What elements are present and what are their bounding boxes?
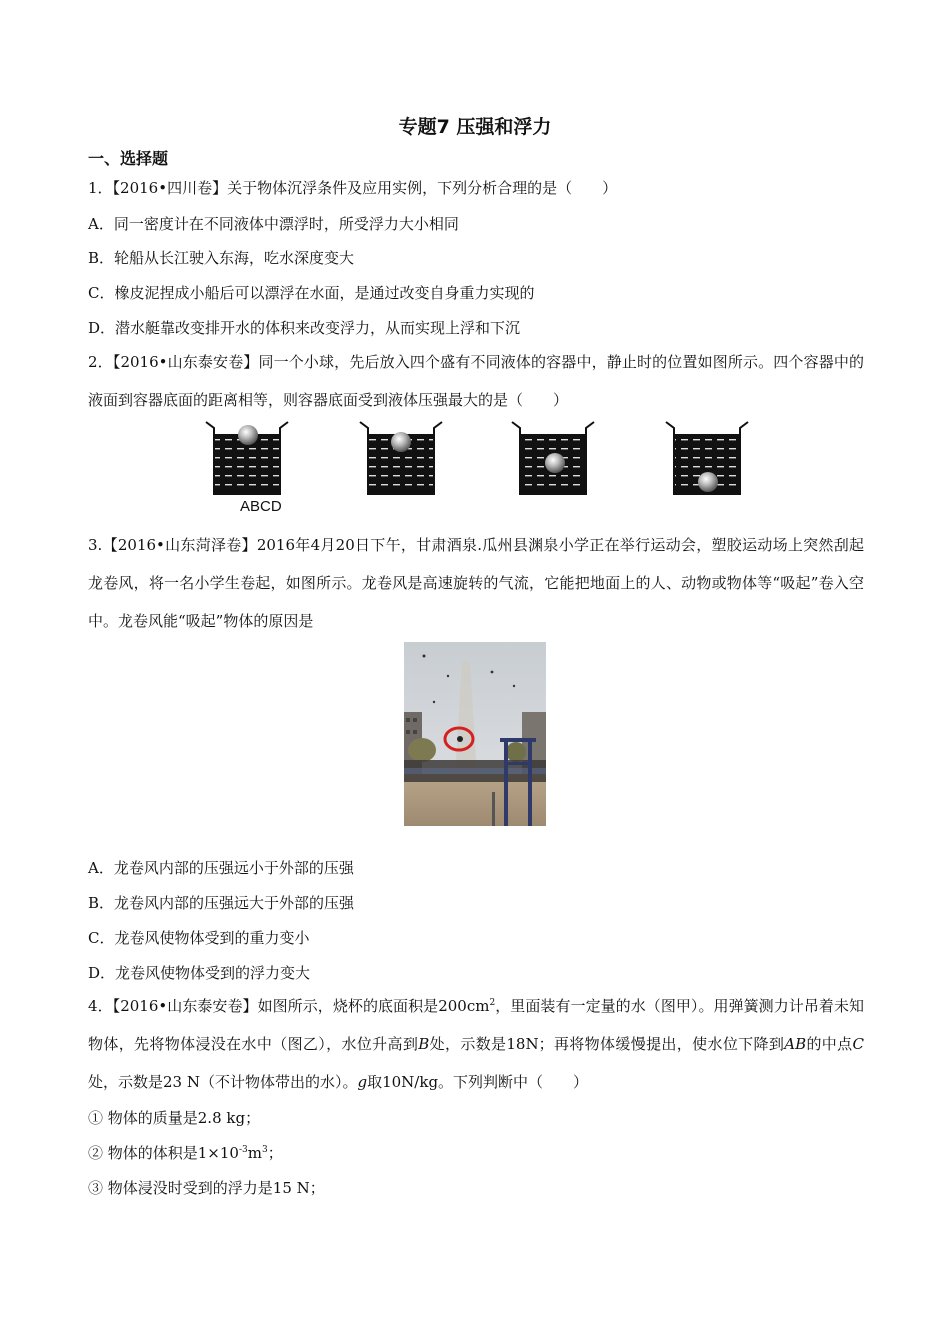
beaker-figure-label: ABCD <box>240 498 282 515</box>
q4-text: 4．【2016•山东泰安卷】如图所示，烧杯的底面积是200cm <box>88 997 490 1015</box>
q1-option-a: A．同一密度计在不同液体中漂浮时，所受浮力大小相同 <box>88 215 459 233</box>
q4-text: ② 物体的体积是1×10 <box>88 1144 239 1162</box>
beaker-d <box>666 422 748 494</box>
q3-option-d: D．龙卷风使物体受到的浮力变大 <box>88 964 311 982</box>
q4-variable: C <box>852 1035 864 1053</box>
tornado-photo <box>404 642 546 826</box>
beakers-svg <box>200 418 760 498</box>
q3-option-c: C．龙卷风使物体受到的重力变小 <box>88 929 310 947</box>
q4-statement-2 <box>88 1143 283 1163</box>
ball <box>545 453 565 473</box>
q4-variable: B <box>418 1035 430 1053</box>
q4-superscript: 2 <box>489 998 496 1008</box>
page-title: 专题7 压强和浮力 <box>398 116 552 138</box>
q4-text: 取10N/kg。下列判断中（ ） <box>367 1073 589 1091</box>
q3-stem: 3.【2016•山东菏泽卷】2016年4月20日下午，甘肃酒泉.瓜州县渊泉小学正在举行运动会，塑胶运动场上突然刮起龙卷风，将一名小学生卷起，如图所示。龙卷风是高速旋转的气流，它能把地面上的人、动物或物体等“吸起”卷入空中。龙卷风能“吸起”物体的原因是 <box>88 536 864 630</box>
q4-stem <box>88 987 864 1101</box>
q2-stem: 2．【2016•山东泰安卷】同一个小球，先后放入四个盛有不同液体的容器中，静止时的位置如图所示。四个容器中的液面到容器底面的距离相等，则容器底面受到液体压强最大的是（ ） <box>88 353 864 409</box>
q4-text: 处，示数是23 N（不计物体带出的水）。 <box>88 1073 358 1091</box>
q1-option-d: D．潜水艇靠改变排开水的体积来改变浮力，从而实现上浮和下沉 <box>88 319 521 337</box>
q4-text: 的中点 <box>806 1035 853 1053</box>
q4-superscript: -3 <box>238 1145 248 1155</box>
q4-text: m <box>247 1144 262 1162</box>
q1-option-c: C．橡皮泥捏成小船后可以漂浮在水面，是通过改变自身重力实现的 <box>88 284 535 302</box>
section-heading: 一、选择题 <box>88 149 169 168</box>
beaker-figure <box>200 418 760 498</box>
q4-statement-3: ③ 物体浸没时受到的浮力是15 N； <box>88 1179 325 1197</box>
q1-stem: 1．【2016•四川卷】关于物体沉浮条件及应用实例，下列分析合理的是（ ） <box>88 179 618 197</box>
beaker-b <box>360 422 442 494</box>
q3-option-a: A．龙卷风内部的压强远小于外部的压强 <box>88 859 354 877</box>
q3-option-b: B．龙卷风内部的压强远大于外部的压强 <box>88 894 355 912</box>
q4-variable: g <box>357 1073 368 1091</box>
q4-variable: AB <box>784 1035 807 1053</box>
q4-text: ； <box>267 1144 283 1162</box>
q4-text: ，里面装有一定量的水（图甲）。用弹簧测力计吊着未知物体，先将物体浸没在水中（图乙），水位升高到 <box>88 997 864 1053</box>
ball <box>391 432 411 452</box>
ball <box>698 472 718 492</box>
tornado-photo-svg <box>404 642 546 826</box>
beaker-c <box>512 422 594 494</box>
q4-superscript: 3 <box>261 1145 268 1155</box>
beaker-a <box>206 422 288 494</box>
q4-text: 处，示数是18N；再将物体缓慢提出，使水位下降到 <box>429 1035 785 1053</box>
ball <box>238 425 258 445</box>
q1-option-b: B．轮船从长江驶入东海，吃水深度变大 <box>88 249 355 267</box>
q4-statement-1: ① 物体的质量是2.8 kg； <box>88 1109 261 1127</box>
